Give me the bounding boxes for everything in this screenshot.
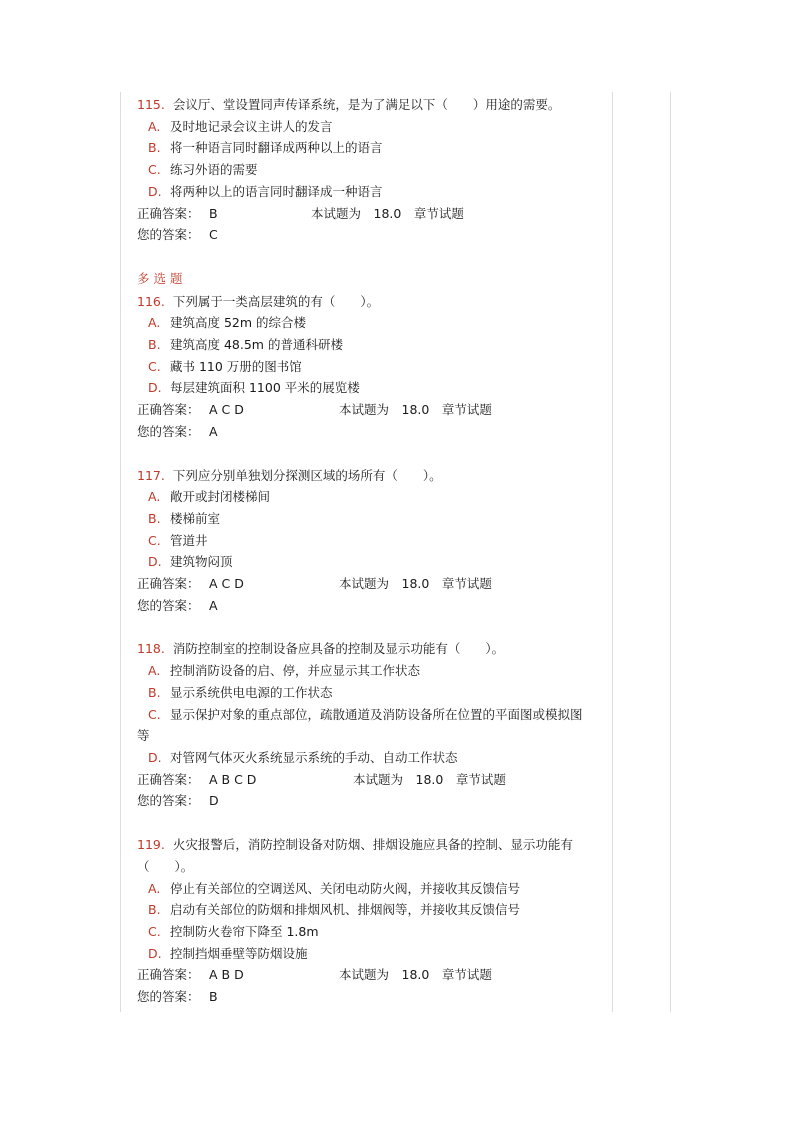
- question-stem: [137, 465, 617, 487]
- score-text: 本试题为 18.0 章节试题: [339, 967, 492, 983]
- option-d: [137, 181, 617, 203]
- your-answer-value: D: [209, 793, 219, 809]
- question-115: [137, 94, 617, 246]
- question-119: [137, 834, 617, 1008]
- question-number: 116.: [137, 293, 165, 309]
- your-answer-value: A: [209, 423, 218, 439]
- option-text: 对管网气体灭火系统显示系统的手动、自动工作状态: [170, 749, 458, 765]
- option-key: A.: [148, 663, 161, 679]
- option-key: A.: [148, 489, 161, 505]
- correct-answer-label: 正确答案：: [137, 402, 200, 418]
- your-answer-value: B: [209, 989, 218, 1005]
- option-key: B.: [148, 684, 161, 700]
- option-key: C.: [148, 532, 161, 548]
- your-answer-label: 您的答案：: [137, 989, 200, 1005]
- option-text: 建筑高度 48.5m 的普通科研楼: [170, 337, 343, 353]
- score-text: 本试题为 18.0 章节试题: [339, 402, 492, 418]
- option-text: 建筑物闷顶: [170, 554, 233, 570]
- option-c: [137, 159, 617, 181]
- question-number: 117.: [137, 467, 165, 483]
- option-key: A.: [148, 118, 161, 134]
- right-border-line: [670, 92, 671, 1012]
- your-answer-row: [137, 986, 617, 1008]
- your-answer-label: 您的答案：: [137, 423, 200, 439]
- option-key: D.: [148, 380, 162, 396]
- option-text: 藏书 110 万册的图书馆: [170, 358, 302, 374]
- option-d: [137, 943, 617, 965]
- your-answer-row: [137, 790, 617, 812]
- question-text: 火灾报警后，消防控制设备对防烟、排烟设施应具备的控制、显示功能有: [172, 837, 573, 853]
- option-key: D.: [148, 554, 162, 570]
- option-a: [137, 116, 617, 138]
- question-stem-continuation: （ ）。: [137, 858, 194, 874]
- option-text: 控制消防设备的启、停，并应显示其工作状态: [170, 663, 421, 679]
- question-text: 下列应分别单独划分探测区域的场所有（ ）。: [172, 467, 442, 483]
- correct-answer-value: A B C D: [209, 771, 257, 787]
- correct-answer-value: A C D: [209, 576, 244, 592]
- option-text: 将一种语言同时翻译成两种以上的语言: [170, 140, 383, 156]
- correct-answer-row: [137, 399, 617, 421]
- option-key: C.: [148, 923, 161, 939]
- option-text: 每层建筑面积 1100 平米的展览楼: [170, 380, 360, 396]
- option-b: [137, 137, 617, 159]
- option-d: [137, 747, 617, 769]
- option-d: [137, 377, 617, 399]
- option-c: [137, 356, 617, 378]
- score-text: 本试题为 18.0 章节试题: [339, 576, 492, 592]
- option-text: 控制挡烟垂壁等防烟设施: [170, 945, 308, 961]
- correct-answer-value: B: [209, 205, 218, 221]
- option-key: B.: [148, 902, 161, 918]
- option-text: 及时地记录会议主讲人的发言: [170, 118, 333, 134]
- correct-answer-value: A C D: [209, 402, 244, 418]
- score-text: 本试题为 18.0 章节试题: [311, 205, 464, 221]
- question-stem: [137, 291, 617, 313]
- question-stem: [137, 638, 617, 660]
- option-text: 控制防火卷帘下降至 1.8m: [170, 923, 319, 939]
- your-answer-row: [137, 224, 617, 246]
- question-118: [137, 638, 617, 812]
- option-b: [137, 899, 617, 921]
- option-key: B.: [148, 510, 161, 526]
- option-b: [137, 682, 617, 704]
- question-stem: [137, 94, 617, 116]
- option-key: A.: [148, 315, 161, 331]
- question-number: 118.: [137, 641, 165, 657]
- correct-answer-value: A B D: [209, 967, 244, 983]
- correct-answer-row: [137, 769, 617, 791]
- option-text: 显示系统供电电源的工作状态: [170, 684, 333, 700]
- option-a: [137, 660, 617, 682]
- option-b: [137, 334, 617, 356]
- question-text: 会议厅、堂设置同声传译系统，是为了满足以下（ ）用途的需要。: [172, 97, 561, 112]
- option-text: 楼梯前室: [170, 510, 221, 526]
- question-stem: [137, 834, 617, 856]
- option-b: [137, 508, 617, 530]
- score-text: 本试题为 18.0 章节试题: [353, 771, 506, 787]
- option-key: D.: [148, 749, 162, 765]
- option-key: B.: [148, 337, 161, 353]
- option-text: 敞开或封闭楼梯间: [170, 489, 271, 505]
- option-a: [137, 878, 617, 900]
- option-text: 练习外语的需要: [170, 162, 258, 178]
- correct-answer-label: 正确答案：: [137, 576, 200, 592]
- question-text: 消防控制室的控制设备应具备的控制及显示功能有（ ）。: [172, 641, 505, 657]
- option-text: 建筑高度 52m 的综合楼: [170, 315, 307, 331]
- your-answer-row: [137, 421, 617, 443]
- option-key: C.: [148, 162, 161, 178]
- your-answer-value: A: [209, 597, 218, 613]
- option-c: [137, 921, 617, 943]
- option-c-continuation: 等: [137, 728, 150, 744]
- option-d: [137, 551, 617, 573]
- your-answer-label: 您的答案：: [137, 793, 200, 809]
- question-list: [137, 94, 617, 1008]
- your-answer-label: 您的答案：: [137, 227, 200, 243]
- question-116: [137, 268, 617, 443]
- option-text: 将两种以上的语言同时翻译成一种语言: [170, 183, 383, 199]
- option-a: [137, 486, 617, 508]
- question-number: 115.: [137, 97, 165, 112]
- option-text: 显示保护对象的重点部位，疏散通道及消防设备所在位置的平面图或模拟图: [170, 706, 583, 722]
- option-text: 管道井: [170, 532, 208, 548]
- correct-answer-row: [137, 964, 617, 986]
- correct-answer-row: [137, 573, 617, 595]
- question-text: 下列属于一类高层建筑的有（ ）。: [172, 293, 380, 309]
- option-text: 停止有关部位的空调送风、关闭电动防火阀，并接收其反馈信号: [170, 880, 521, 896]
- option-key: D.: [148, 945, 162, 961]
- correct-answer-label: 正确答案：: [137, 967, 200, 983]
- correct-answer-label: 正确答案：: [137, 205, 200, 221]
- option-key: C.: [148, 706, 161, 722]
- option-a: [137, 312, 617, 334]
- section-title: 多选题: [137, 270, 187, 286]
- option-key: A.: [148, 880, 161, 896]
- question-number: 119.: [137, 837, 165, 853]
- your-answer-value: C: [209, 227, 218, 243]
- option-c: [137, 530, 617, 552]
- option-key: B.: [148, 140, 161, 156]
- correct-answer-label: 正确答案：: [137, 771, 200, 787]
- your-answer-label: 您的答案：: [137, 597, 200, 613]
- option-c: [137, 704, 617, 726]
- your-answer-row: [137, 595, 617, 617]
- option-key: D.: [148, 183, 162, 199]
- option-text: 启动有关部位的防烟和排烟风机、排烟阀等，并接收其反馈信号: [170, 902, 521, 918]
- question-117: [137, 465, 617, 617]
- option-key: C.: [148, 358, 161, 374]
- correct-answer-row: [137, 203, 617, 225]
- left-border-line: [120, 92, 121, 1012]
